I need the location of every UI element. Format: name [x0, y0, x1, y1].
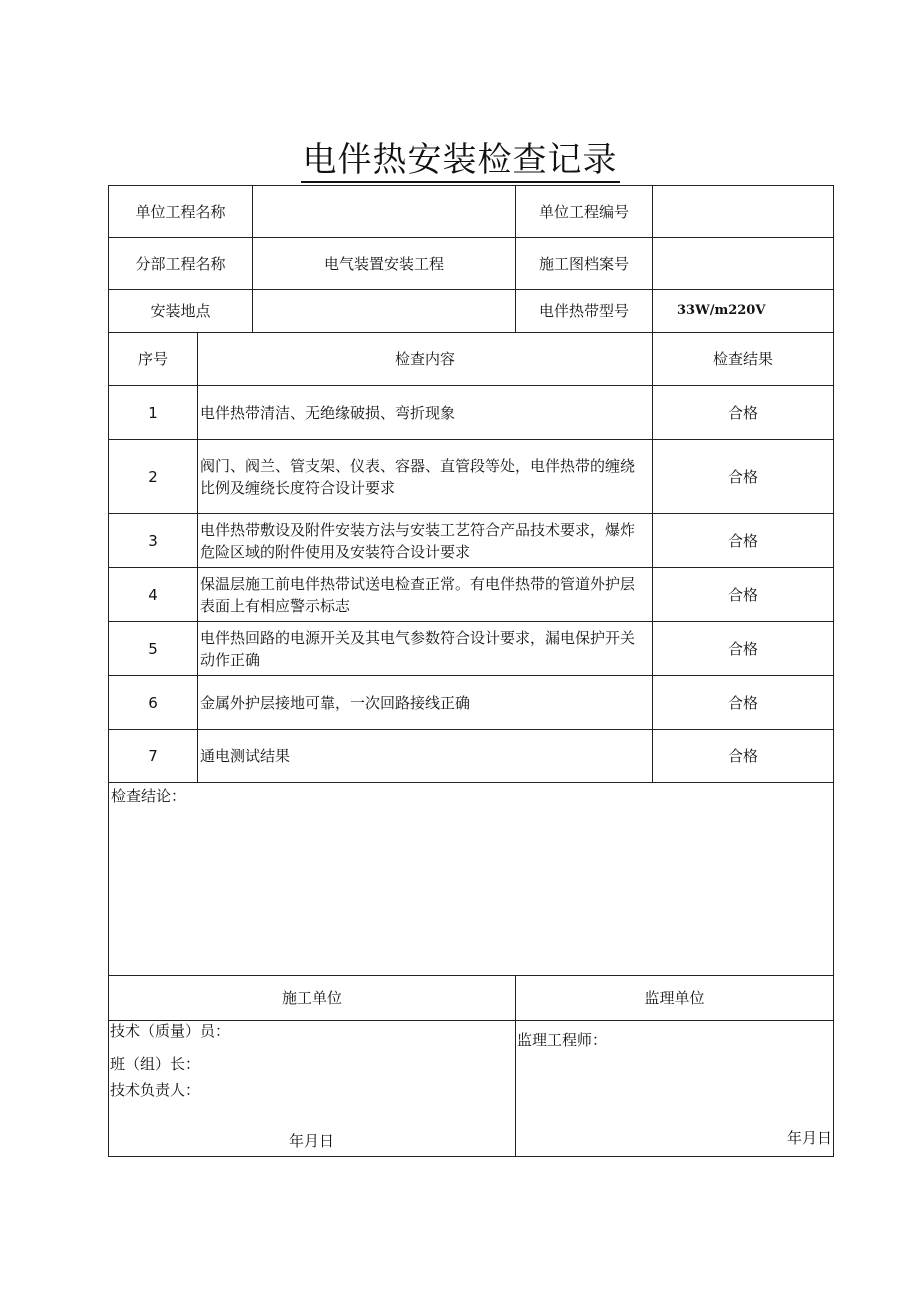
unit-project-no-label: 单位工程编号: [515, 185, 653, 238]
tech-lead-label: 技术负责人：: [110, 1081, 201, 1099]
location-label: 安装地点: [108, 289, 253, 333]
seq-header: 序号: [108, 332, 198, 386]
supervision-date: 年月日: [787, 1129, 833, 1147]
model-value[interactable]: 33W/m220V: [652, 289, 834, 333]
content-header: 检查内容: [197, 332, 653, 386]
supervising-engineer-label: 监理工程师：: [517, 1031, 608, 1049]
drawing-no-label: 施工图档案号: [515, 237, 653, 290]
drawing-no-value[interactable]: [652, 237, 834, 290]
table-row-result: 合格: [652, 567, 834, 622]
table-row-seq: 4: [108, 567, 198, 622]
sub-project-name-label: 分部工程名称: [108, 237, 253, 290]
conclusion-label: 检查结论：: [111, 787, 187, 805]
table-row-seq: 7: [108, 729, 198, 783]
table-row-result: 合格: [652, 621, 834, 676]
page-title: 电伴热安装检查记录: [0, 138, 920, 182]
table-row-content: 保温层施工前电伴热带试送电检查正常。有电伴热带的管道外护层表面上有相应警示标志: [197, 567, 653, 622]
location-value[interactable]: [252, 289, 516, 333]
table-row-content: 通电测试结果: [197, 729, 653, 783]
table-row-result: 合格: [652, 385, 834, 440]
conclusion-box[interactable]: [108, 782, 834, 976]
table-row-content: 金属外护层接地可靠，一次回路接线正确: [197, 675, 653, 730]
unit-project-name-label: 单位工程名称: [108, 185, 253, 238]
table-row-seq: 5: [108, 621, 198, 676]
supervision-unit-header: 监理单位: [515, 975, 834, 1021]
table-row-result: 合格: [652, 513, 834, 568]
table-row-result: 合格: [652, 439, 834, 514]
table-row-seq: 3: [108, 513, 198, 568]
table-row-content: 电伴热带敷设及附件安装方法与安装工艺符合产品技术要求，爆炸危险区域的附件使用及安装符合设计要求: [197, 513, 653, 568]
construction-unit-header: 施工单位: [108, 975, 516, 1021]
unit-project-no-value[interactable]: [652, 185, 834, 238]
table-row-result: 合格: [652, 729, 834, 783]
unit-project-name-value[interactable]: [252, 185, 516, 238]
table-row-content: 电伴热回路的电源开关及其电气参数符合设计要求，漏电保护开关动作正确: [197, 621, 653, 676]
table-row-content: 阀门、阀兰、管支架、仪表、容器、直管段等处，电伴热带的缠绕比例及缠绕长度符合设计要求: [197, 439, 653, 514]
table-row-seq: 1: [108, 385, 198, 440]
table-row-seq: 2: [108, 439, 198, 514]
tech-quality-label: 技术（质量）员：: [110, 1022, 231, 1040]
sub-project-name-value[interactable]: 电气装置安装工程: [252, 237, 516, 290]
construction-date: 年月日: [289, 1132, 335, 1150]
model-label: 电伴热带型号: [515, 289, 653, 333]
team-leader-label: 班（组）长：: [110, 1055, 201, 1073]
table-row-result: 合格: [652, 675, 834, 730]
result-header: 检查结果: [652, 332, 834, 386]
table-row-content: 电伴热带清洁、无绝缘破损、弯折现象: [197, 385, 653, 440]
table-row-seq: 6: [108, 675, 198, 730]
